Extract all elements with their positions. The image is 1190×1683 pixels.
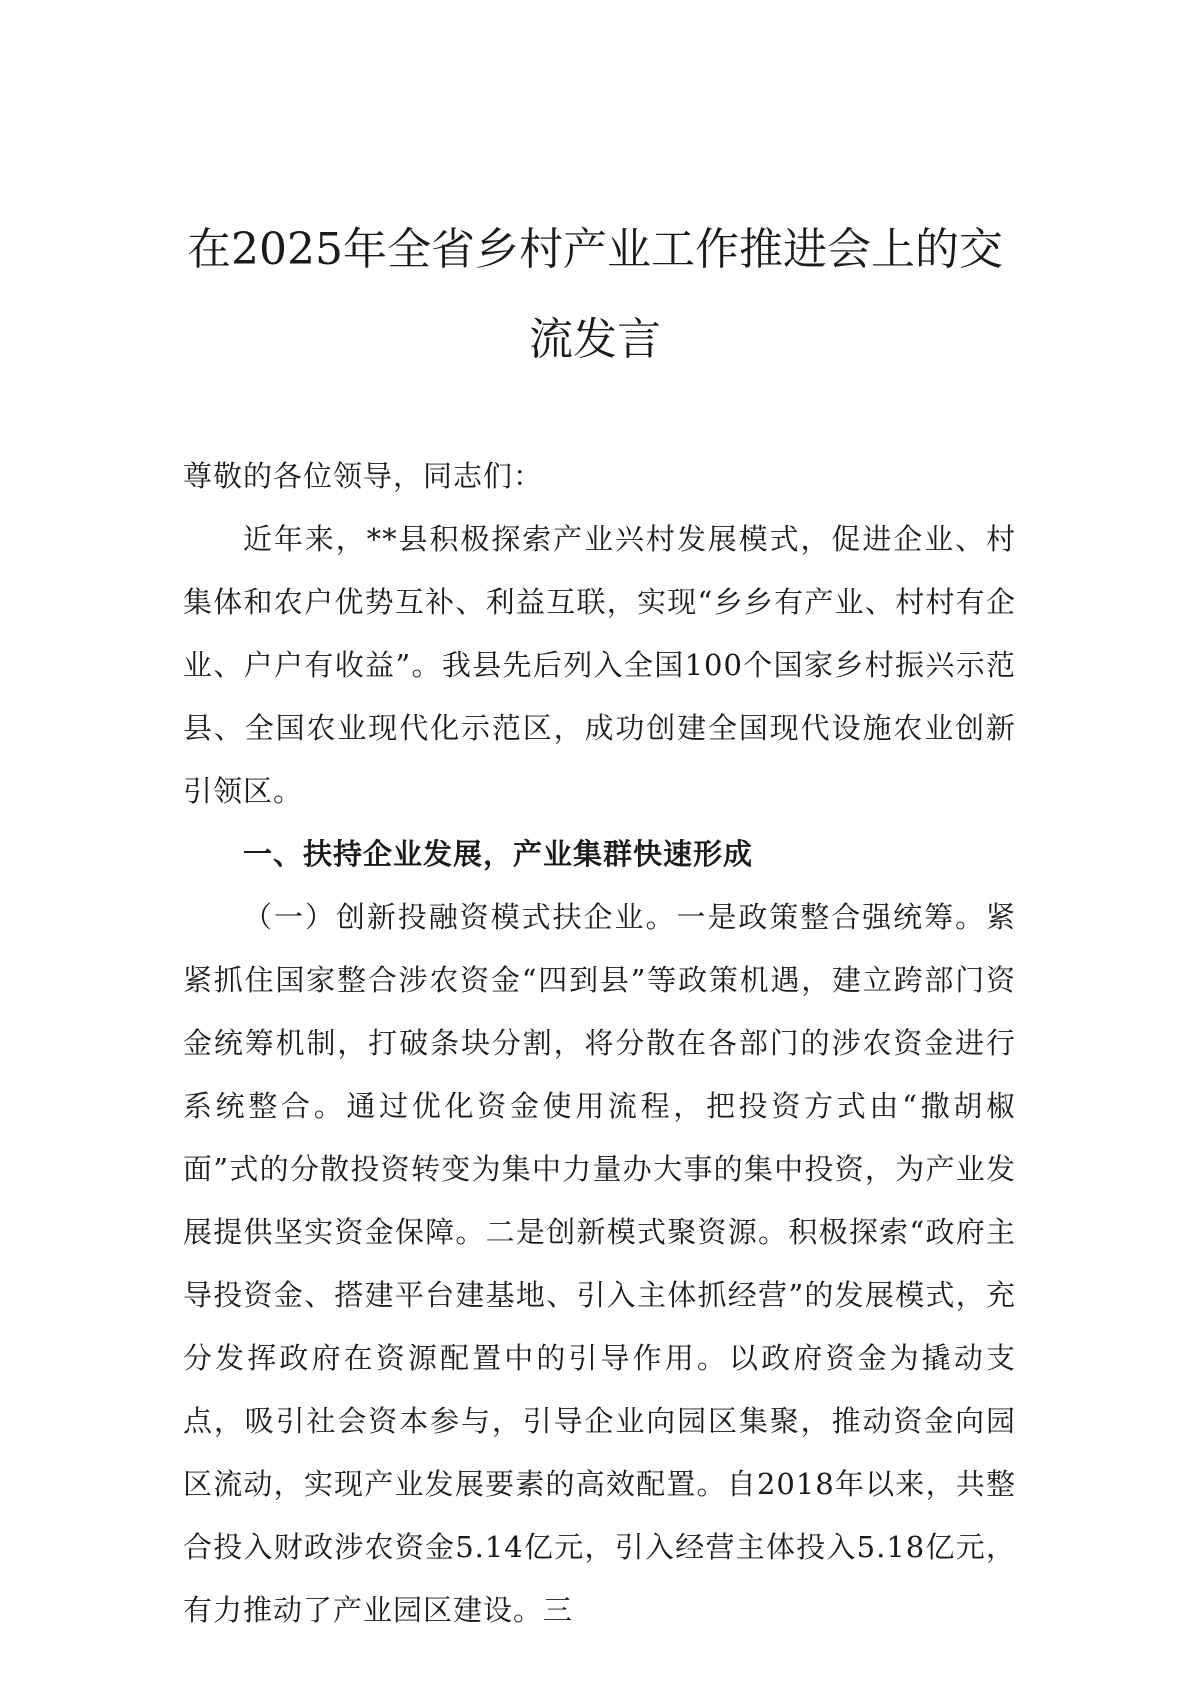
body-paragraph: （一）创新投融资模式扶企业。一是政策整合强统筹。紧紧抓住国家整合涉农资金“四到县”等政策机遇，建立跨部门资金统筹机制，打破条块分割，将分散在各部门的涉农资金进行系统整合。通过优化资金使用流程，把投资方式由“撒胡椒面”式的分散投资转变为集中力量办大事的集中投资，为产业发展提供坚实资金保障。二是创新模式聚资源。积极探索“政府主导投资金、搭建平台建基地、引入主体抓经营”的发展模式，充分发挥政府在资源配置中的引导作用。以政府资金为撬动支点，吸引社会资本参与，引导企业向园区集聚，推动资金向园区流动，实现产业发展要素的高效配置。自2018年以来，共整合投入财政涉农资金5.14亿元，引入经营主体投入5.18亿元，有力推动了产业园区建设。三	[183, 900, 1016, 1627]
section-heading: 一、扶持企业发展，产业集群快速形成	[243, 837, 754, 871]
intro-paragraph: 近年来，**县积极探索产业兴村发展模式，促进企业、村集体和农户优势互补、利益互联，实现“乡乡有产业、村村有企业、户户有收益”。我县先后列入全国100个国家乡村振兴示范县、全国农业现代化示范区，成功创建全国现代设施农业创新引领区。	[183, 522, 1016, 808]
title-line-2: 流发言	[529, 314, 661, 365]
document-title	[150, 205, 1040, 385]
salutation: 尊敬的各位领导，同志们：	[183, 459, 544, 493]
title-line-1: 在2025年全省乡村产业工作推进会上的交	[187, 224, 1003, 275]
document-body	[183, 445, 1016, 1642]
